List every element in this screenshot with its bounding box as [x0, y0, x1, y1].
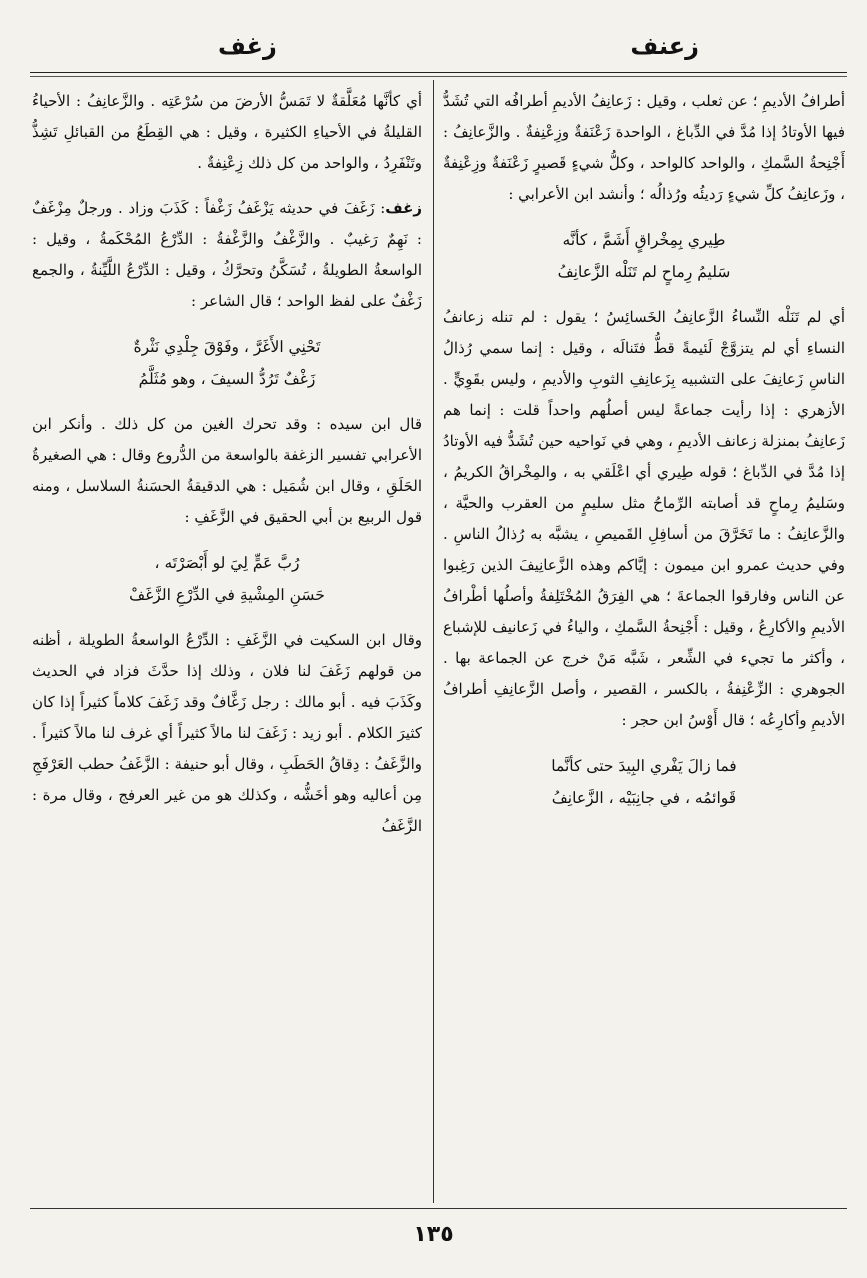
verse-line: طِيري بِمِخْراقٍ أَشَمَّ ، كأنَّه — [562, 231, 726, 249]
verse-line: حَسَنِ المِشْيةِ في الدِّرْعِ الزَّغَفْ — [129, 586, 325, 604]
paragraph: وقال ابن السكيت في الزَّغَفِ : الدِّرْعُ الواسعةُ الطويلة ، أظنه من قولهم زَغَفَ لنا فلان ، وذلك إذا حدَّثَ فزاد في الحديث وكَذَبَ فيه . أبو مالك : رجل زَغَّافٌ وقد زَغَفَ كلاماً كثيراً إذا كان كثيرَ الكلام . أبو زيد : زَغَفَ لنا مالاً كثيراً أي غرف لنا مالاً كثيراً . والزَّغَفُ : دِقاقُ الحَطَبِ ، وقال أبو حنيفة : الزَّغَفُ حطب العَرْفَجِ مِن أعاليه وهو أخَشُّه ، وكذلك هو من غير العرفج ، وقال مرة : الزَّغَفُ — [32, 631, 422, 835]
entry-paragraph — [32, 193, 422, 317]
paragraph: قال ابن سيده : وقد تحرك الغين من كل ذلك . وأنكر ابن الأعرابي تفسير الزغفة بالواسعة من الدُّروع وقال : هي الصغيرةُ الحَلَقِ ، وقال ابن شُمَيل : هي الدقيقةُ الحسَنةُ السلاسل ، ومنه قول الربيع بن أبي الحقيق في الزَّغَفِ : — [32, 415, 422, 526]
header-rule — [30, 72, 847, 73]
verse-line: زَغْفٌ تَرُدُّ السيفَ ، وهو مُثَلَّمُ — [138, 370, 316, 388]
running-header-left: زغف — [218, 32, 277, 60]
right-column — [443, 86, 845, 1204]
entry-headword: زغف — [385, 199, 422, 217]
verse-line: سَليمُ رِماحٍ لم تَنَلْه الزَّعانِفُ — [557, 263, 731, 281]
running-header-right: زعنف — [630, 32, 699, 60]
paragraph: أطرافُ الأديمِ ؛ عن ثعلب ، وقيل : زَعانِفُ الأديمِ أطرافُه التي تُشَدُّ فيها الأوتادُ إذا مُدَّ في الدِّباغ ، الواحدة زَعْنَفةٌ وزِعْنِفةٌ . والزَّعانِفُ : أَجْنِحةُ السَّمكِ ، والواحد كالواحد ، وكلُّ شيءٍ قَصيرٍ زَعْنَفةٌ وزِعْنِفةٌ ، وزَعانِفُ كلِّ شيءٍ رَديئُه ورُذالُه ؛ وأنشد ابن الأعرابي : — [443, 92, 845, 203]
paragraph: أي لم تَنَلْه النِّساءُ الزَّعانِفُ الخَسائِسُ ؛ يقول : لم تنله زعانفُ النساءِ أي لم يتزوَّجْ لَئيمةً قطُّ فتَنالَه ، وقيل : إنما سمي رُذالُ الناسِ زَعانِفَ على التشبيه بِزَعانِفِ الثوبِ والأديمِ ، وليس بقَوِيٍّ . الأزهري : إذا رأيت جماعةً ليس أصلُهم واحداً قلت : إنما هم زَعانِفُ بمنزلة زعانف الأديمِ ، وهي في نَواحيه حين تُشَدُّ فيه الأوتادُ إذا مُدَّ في الدِّباغ ؛ قوله طِيري أي اعْلَقي به ، والمِخْراقُ الكريمُ ، وسَليمُ رِماحٍ قد أصابته الرِّماحُ مثل سليمٍ من العقرب والحيَّة ، والزَّعانِفُ : ما تَخَرَّقَ من أسافِلِ القَميصِ ، يشبَّه به رُذالُ الناسِ . وفي حديث عمرو ابن ميمون : إيَّاكم وهذه الزَّعانِيفَ الذين رَغِبوا عن الناس وفارقوا الجماعةَ ؛ هي الفِرَقُ المُخْتَلِفةُ وأصلُها أطْرافُ الأديمِ والأكارِعُ ، وقيل : أَجْنِحةُ السَّمكِ ، والياءُ في زَعانيف للإشباع ، وأكثر ما تجيء في الشِّعر ، شَبَّه مَنْ خرج عن الجماعة بها . الجوهري : الزِّعْنِفةُ ، بالكسر ، القصير ، وأصل الزَّعانِفِ أطرافُ الأديمِ وأكارِعُه ؛ قال أَوْسُ ابن حجر : — [443, 308, 845, 729]
column-divider — [433, 80, 434, 1203]
footer-rule — [30, 1208, 847, 1209]
verse-line: تَحْنِي الأَغَرَّ ، وفَوْقَ جِلْدِي نَثْرةٌ — [133, 338, 321, 356]
verse-line: فما زالَ يَفْري البِيدَ حتى كأنَّما — [551, 757, 737, 775]
verse-line: قَوائمُه ، في جانِبَيْه ، الزَّعانِفُ — [551, 789, 737, 807]
left-column — [32, 86, 422, 1204]
paragraph: أي كأنَّها مُعَلَّقةٌ لا تَمَسُّ الأرضَ من سُرْعَتِه . والزَّعانِفُ : الأحياءُ القليلةُ في الأحياءِ الكثيرة ، وقيل : هي القِطَعُ من القبائلِ تَشِذُّ وتَنْفَرِدُ ، والواحد من كل ذلك زِعْنِفةٌ . — [32, 92, 422, 172]
header-rule-thin — [30, 76, 847, 77]
verse-line: رُبَّ عَمٍّ لِيَ لو أَبْصَرْتَه ، — [154, 554, 300, 572]
entry-text: : زَغَفَ في حديثه يَزْغَفُ زَغْفاً : كَذَبَ وزاد . ورجلٌ مِزْغَفٌ : نَهِمٌ رَغيبٌ . والزَّغْفُ والزَّغْفةُ : الدِّرْعُ المُحْكَمةُ ، وقيل : الواسعةُ الطويلةُ ، تُسَكَّنُ وتحرَّكُ ، وقيل : الدِّرْعُ اللَّيِّنةُ ، والجمع زَغْفٌ على لفظ الواحد ؛ قال الشاعر : — [32, 199, 422, 310]
page-number: ١٣٥ — [413, 1222, 454, 1247]
